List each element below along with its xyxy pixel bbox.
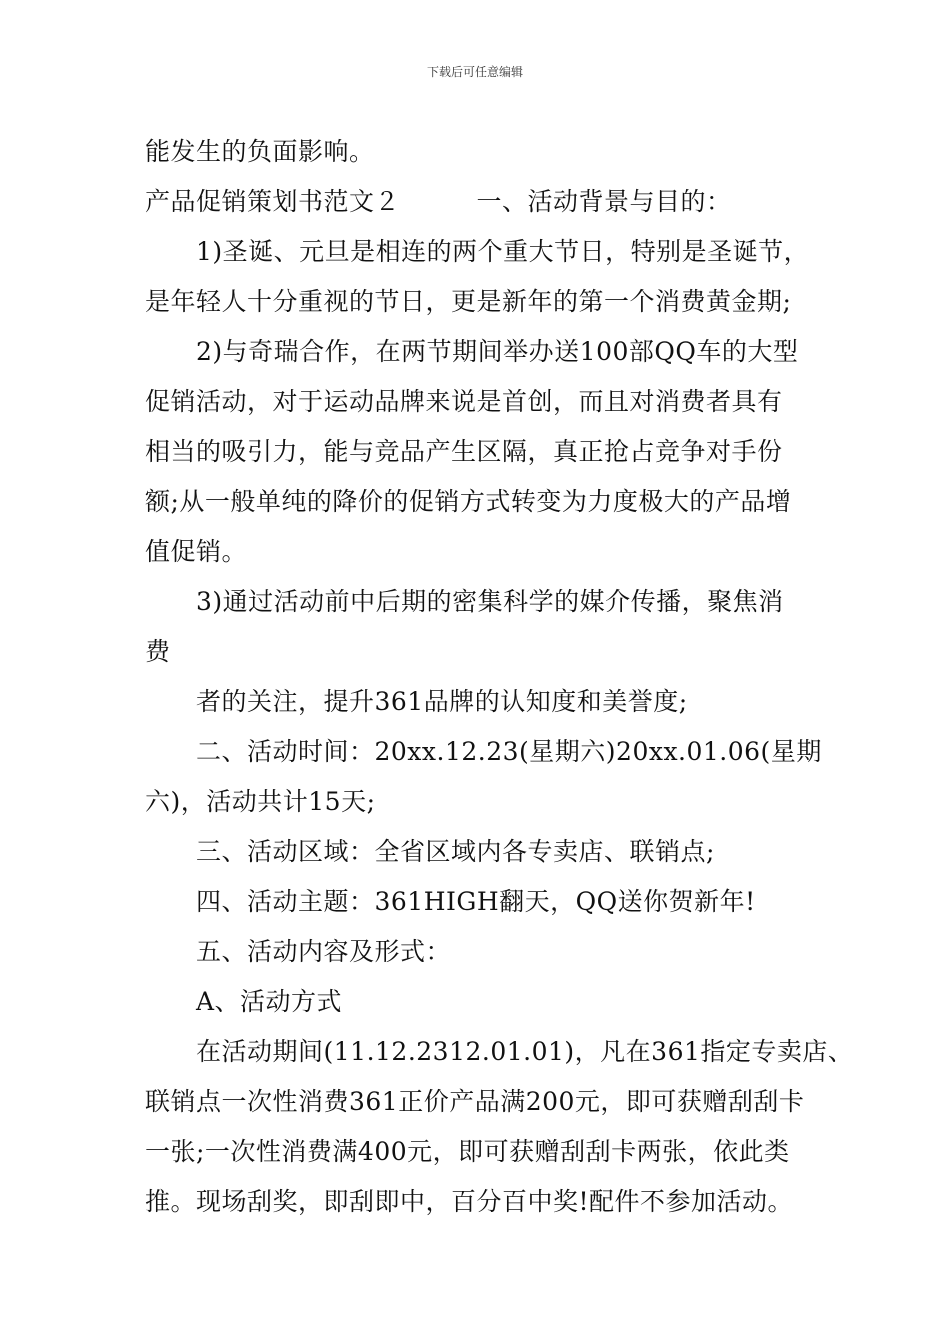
text-line: 是年轻人十分重视的节日，更是新年的第一个消费黄金期; [145, 287, 792, 316]
text-line: 能发生的负面影响。 [145, 137, 375, 166]
page-header-note: 下载后可任意编辑 [426, 65, 523, 79]
text-line: 促销活动，对于运动品牌来说是首创，而且对消费者具有 [145, 387, 783, 416]
text-line: 二、活动时间：20xx.12.23(星期六)20xx.01.06(星期 [196, 737, 822, 766]
text-line: 1)圣诞、元旦是相连的两个重大节日，特别是圣诞节， [196, 237, 810, 266]
text-line: 四、活动主题：361HIGH翻天，QQ送你贺新年! [196, 887, 756, 916]
text-line: 五、活动内容及形式： [196, 937, 452, 966]
text-line: 额;从一般单纯的降价的促销方式转变为力度极大的产品增 [145, 487, 792, 516]
text-line: 3)通过活动前中后期的密集科学的媒介传播，聚焦消 [196, 587, 784, 616]
text-line: 相当的吸引力，能与竞品产生区隔，真正抢占竞争对手份 [145, 437, 783, 466]
text-line: A、活动方式 [196, 987, 343, 1016]
text-line: 费 [145, 637, 171, 666]
text-line: 者的关注，提升361品牌的认知度和美誉度; [196, 687, 688, 716]
text-line: 在活动期间(11.12.2312.01.01)，凡在361指定专卖店、 [196, 1037, 854, 1066]
text-line: 联销点一次性消费361正价产品满200元，即可获赠刮刮卡 [145, 1087, 805, 1116]
text-line: 六)，活动共计15天; [145, 787, 376, 816]
text-line: 三、活动区域：全省区域内各专卖店、联销点; [196, 837, 715, 866]
text-line: 值促销。 [145, 537, 248, 566]
text-line: 一张;一次性消费满400元，即可获赠刮刮卡两张，依此类 [145, 1137, 790, 1166]
section-heading: 产品促销策划书范文２ 一、活动背景与目的： [145, 187, 732, 216]
text-line: 2)与奇瑞合作，在两节期间举办送100部QQ车的大型 [196, 337, 799, 366]
text-line: 推。现场刮奖，即刮即中，百分百中奖!配件不参加活动。 [145, 1187, 794, 1216]
